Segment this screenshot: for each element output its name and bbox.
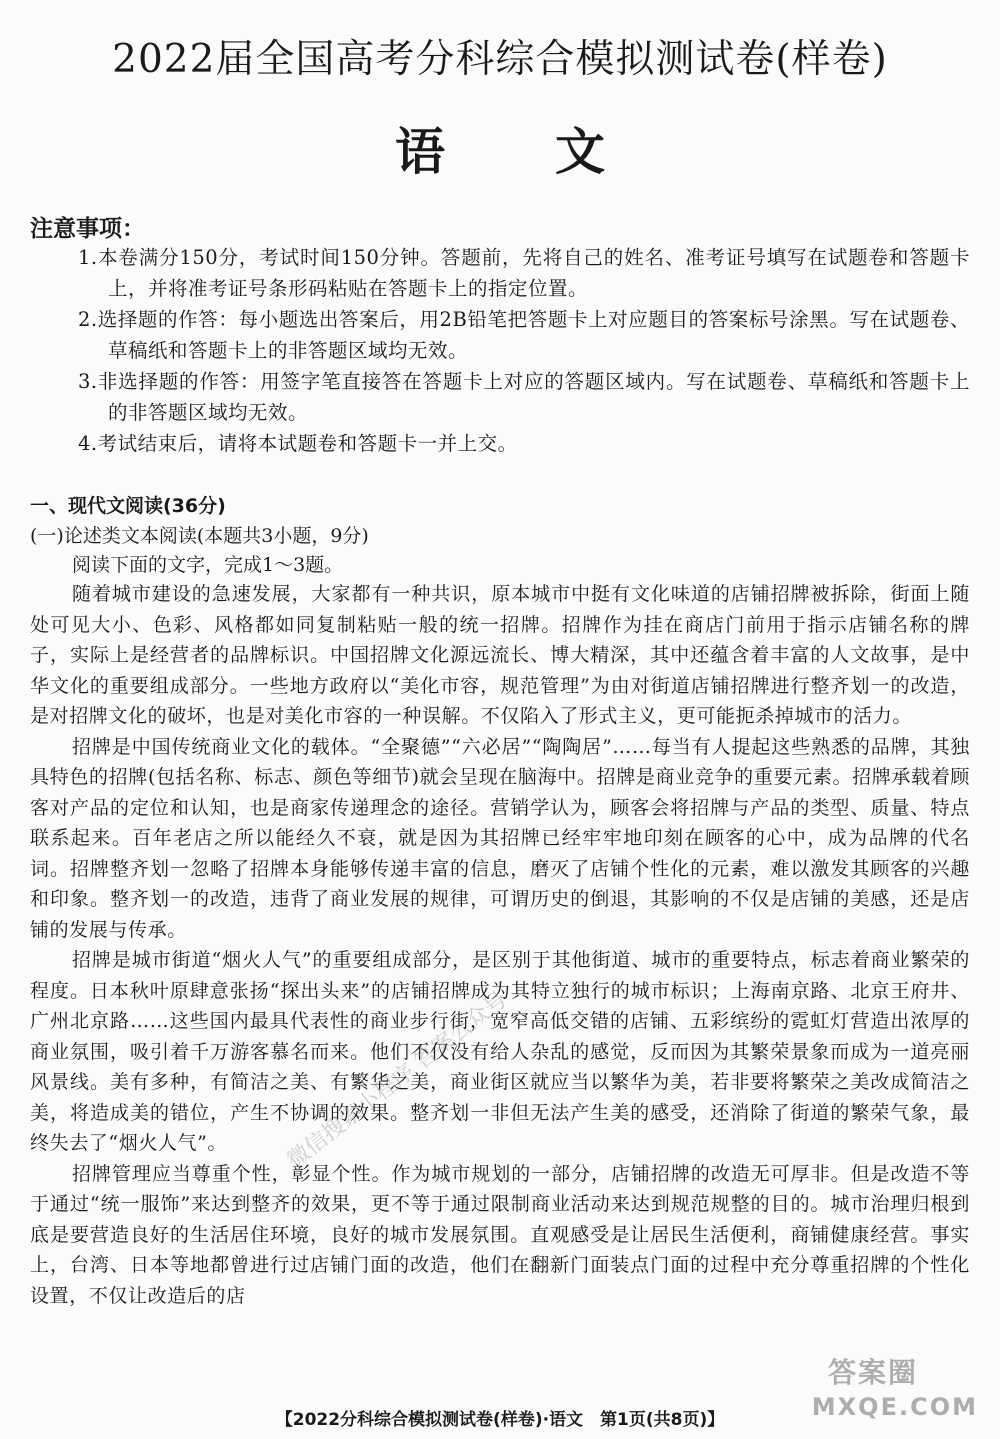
article-paragraph: 随着城市建设的急速发展，大家都有一种共识，原本城市中挺有文化味道的店铺招牌被拆除，街面上随处可见大小、色彩、风格都如同复制粘贴一般的统一招牌。招牌作为挂在商店门前用于指示店铺名称的牌子，实际上是经营者的品牌标识。中国招牌文化源远流长、博大精深，其中还蕴含着丰富的人文故事，是中华文化的重要组成部分。一些地方政府以“美化市容，规范管理”为由对街道店铺招牌进行整齐划一的改造，是对招牌文化的破坏，也是对美化市容的一种误解。不仅陷入了形式主义，更可能扼杀掉城市的活力。 (30, 583, 970, 727)
notice-list (78, 242, 970, 459)
page-footer: 【2022分科综合模拟测试卷(样卷)·语文 第1页(共8页)】 (275, 1410, 725, 1430)
watermark-text: 微信搜索小程序 答案公众号 (283, 987, 513, 1174)
exam-title: 2022届全国高考分科综合模拟测试卷(样卷) (112, 37, 888, 82)
subject-title: 语文 (395, 123, 715, 181)
reading-instruction: 阅读下面的文字，完成1～3题。 (72, 554, 344, 576)
subsection-heading: (一)论述类文本阅读(本题共3小题，9分) (30, 525, 369, 547)
section-heading: 一、现代文阅读(36分) (30, 495, 226, 517)
notice-heading: 注意事项： (30, 216, 145, 242)
notice-item: 1.本卷满分150分，考试时间150分钟。答题前，先将自己的姓名、准考证号填写在试题卷和答题卡上，并将准考证号条形码粘贴在答题卡上的指定位置。 (78, 246, 970, 300)
article-paragraph: 招牌是中国传统商业文化的载体。“全聚德”“六必居”“陶陶居”……每当有人提起这些熟悉的品牌，其独具特色的招牌(包括名称、标志、颜色等细节)就会呈现在脑海中。招牌是商业竞争的重要元素。招牌承载着顾客对产品的定位和认知，也是商家传递理念的途径。营销学认为，顾客会将招牌与产品的类型、质量、特点联系起来。百年老店之所以能经久不衰，就是因为其招牌已经牢牢地印刻在顾客的心中，成为品牌的代名词。招牌整齐划一忽略了招牌本身能够传递丰富的信息，磨灭了店铺个性化的元素，难以激发其顾客的兴趣和印象。整齐划一的改造，违背了商业发展的规律，可谓历史的倒退，其影响的不仅是店铺的美感，还是店铺的发展与传承。 (30, 735, 970, 941)
logo-bottom-text: MXQE.COM (811, 1393, 978, 1421)
notice-item: 4.考试结束后，请将本试题卷和答题卡一并上交。 (78, 432, 518, 455)
reading-article (30, 579, 970, 1311)
article-paragraph: 招牌管理应当尊重个性，彰显个性。作为城市规划的一部分，店铺招牌的改造无可厚非。但是改造不等于通过“统一服饰”来达到整齐的效果，更不等于通过限制商业活动来达到规范规整的目的。城市治理归根到底是要营造良好的生活居住环境，良好的城市发展氛围。直观感受是让居民生活便利，商铺健康经营。事实上，台湾、日本等地都曾进行过店铺门面的改造，他们在翻新门面装点门面的过程中充分尊重招牌的个性化设置，不仅让改造后的店 (30, 1162, 970, 1307)
notice-item: 2.选择题的作答：每小题选出答案后，用2B铅笔把答题卡上对应题目的答案标号涂黑。写在试题卷、草稿纸和答题卡上的非答题区域均无效。 (78, 308, 970, 362)
article-paragraph: 招牌是城市街道“烟火人气”的重要组成部分，是区别于其他街道、城市的重要特点，标志着商业繁荣的程度。日本秋叶原肆意张扬“探出头来”的店铺招牌成为其特立独行的城市标识；上海南京路、北京王府井、广州北京路……这些国内最具代表性的商业步行街，宽窄高低交错的店铺、五彩缤纷的霓虹灯营造出浓厚的商业氛围，吸引着千万游客慕名而来。他们不仅没有给人杂乱的感觉，反而因为其繁荣景象而成为一道亮丽风景线。美有多种，有简洁之美、有繁华之美，商业街区就应当以繁华为美，若非要将繁荣之美改成简洁之美，将造成美的错位，产生不协调的效果。整齐划一非但无法产生美的感受，还消除了街道的繁荣气象，最终失去了“烟火人气”。 (30, 949, 970, 1154)
site-logo (811, 1351, 978, 1421)
notice-item: 3.非选择题的作答：用签字笔直接答在答题卡上对应的答题区域内。写在试题卷、草稿纸和答题卡上的非答题区域均无效。 (78, 370, 970, 424)
logo-top-text: 答案圈 (828, 1356, 919, 1389)
